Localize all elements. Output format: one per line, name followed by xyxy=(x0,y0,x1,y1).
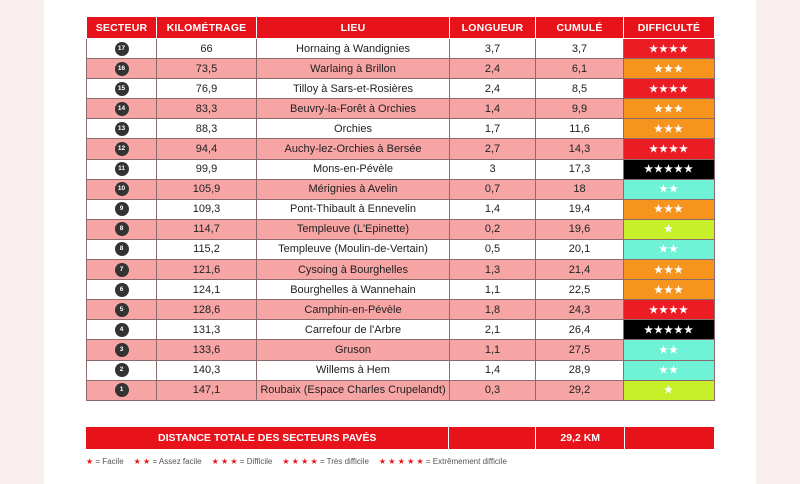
legend-item xyxy=(379,457,507,466)
lieu-cell: Templeuve (Moulin-de-Vertain) xyxy=(257,239,450,259)
lieu-cell: Bourghelles à Wannehain xyxy=(257,280,450,300)
table-row xyxy=(87,59,715,79)
longueur-cell: 0,2 xyxy=(450,219,536,239)
difficulty-cell xyxy=(624,39,715,59)
difficulty-cell xyxy=(624,320,715,340)
difficulty-stars: ★★★★ xyxy=(649,83,689,95)
sector-cell xyxy=(87,139,157,159)
sector-cell xyxy=(87,320,157,340)
sector-number-badge: 6 xyxy=(115,283,129,297)
sector-cell xyxy=(87,159,157,179)
total-end-cell xyxy=(625,427,714,449)
kilometrage-cell: 140,3 xyxy=(157,360,257,380)
lieu-cell: Mérignies à Avelin xyxy=(257,179,450,199)
sector-number-badge: 10 xyxy=(115,182,129,196)
legend-label: = Facile xyxy=(95,457,124,466)
cumule-cell: 27,5 xyxy=(536,340,624,360)
table-header-row xyxy=(87,17,715,39)
difficulty-cell xyxy=(624,380,715,400)
sector-number-badge: 9 xyxy=(115,202,129,216)
longueur-cell: 1,4 xyxy=(450,199,536,219)
difficulty-cell xyxy=(624,360,715,380)
kilometrage-cell: 121,6 xyxy=(157,260,257,280)
kilometrage-cell: 66 xyxy=(157,39,257,59)
cobbled-sectors-table xyxy=(86,16,715,401)
lieu-cell: Roubaix (Espace Charles Crupelandt) xyxy=(257,380,450,400)
difficulty-cell xyxy=(624,340,715,360)
sector-cell xyxy=(87,260,157,280)
difficulty-stars: ★★★ xyxy=(654,284,684,296)
legend-label: = Difficile xyxy=(239,457,273,466)
cumule-cell: 18 xyxy=(536,179,624,199)
header-longueur: LONGUEUR xyxy=(450,17,536,39)
sector-number-badge: 7 xyxy=(115,263,129,277)
table-row xyxy=(87,159,715,179)
difficulty-cell xyxy=(624,199,715,219)
difficulty-stars: ★ xyxy=(664,385,674,397)
cumule-cell: 28,9 xyxy=(536,360,624,380)
difficulty-stars: ★★★ xyxy=(654,63,684,75)
difficulty-cell xyxy=(624,99,715,119)
longueur-cell: 3,7 xyxy=(450,39,536,59)
difficulty-stars: ★★★ xyxy=(654,103,684,115)
cumule-cell: 29,2 xyxy=(536,380,624,400)
difficulty-cell xyxy=(624,139,715,159)
kilometrage-cell: 133,6 xyxy=(157,340,257,360)
table-row xyxy=(87,119,715,139)
total-blank-cell xyxy=(449,427,536,449)
sector-number-badge: 15 xyxy=(115,82,129,96)
kilometrage-cell: 94,4 xyxy=(157,139,257,159)
difficulty-stars: ★★ xyxy=(659,184,679,196)
sector-number-badge: 11 xyxy=(115,162,129,176)
difficulty-stars: ★★★★ xyxy=(649,43,689,55)
table-row xyxy=(87,320,715,340)
page-margin-right xyxy=(756,0,800,484)
lieu-cell: Camphin-en-Pévèle xyxy=(257,300,450,320)
difficulty-cell xyxy=(624,260,715,280)
sector-cell xyxy=(87,280,157,300)
longueur-cell: 1,3 xyxy=(450,260,536,280)
cumule-cell: 19,4 xyxy=(536,199,624,219)
header-lieu: LIEU xyxy=(257,17,450,39)
difficulty-stars: ★★ xyxy=(659,344,679,356)
table-row xyxy=(87,179,715,199)
difficulty-stars: ★★ xyxy=(659,365,679,377)
difficulty-cell xyxy=(624,79,715,99)
lieu-cell: Orchies xyxy=(257,119,450,139)
cumule-cell: 26,4 xyxy=(536,320,624,340)
difficulty-cell xyxy=(624,219,715,239)
cumule-cell: 3,7 xyxy=(536,39,624,59)
difficulty-stars: ★ xyxy=(664,224,674,236)
kilometrage-cell: 114,7 xyxy=(157,219,257,239)
longueur-cell: 2,1 xyxy=(450,320,536,340)
lieu-cell: Gruson xyxy=(257,340,450,360)
longueur-cell: 1,8 xyxy=(450,300,536,320)
kilometrage-cell: 76,9 xyxy=(157,79,257,99)
lieu-cell: Pont-Thibault à Ennevelin xyxy=(257,199,450,219)
cumule-cell: 14,3 xyxy=(536,139,624,159)
cumule-cell: 19,6 xyxy=(536,219,624,239)
lieu-cell: Templeuve (L'Epinette) xyxy=(257,219,450,239)
sector-cell xyxy=(87,59,157,79)
total-row xyxy=(86,427,714,449)
cumule-cell: 21,4 xyxy=(536,260,624,280)
legend-label: = Assez facile xyxy=(152,457,202,466)
sector-cell xyxy=(87,340,157,360)
cumule-cell: 11,6 xyxy=(536,119,624,139)
total-value: 29,2 KM xyxy=(536,427,625,449)
legend-stars: ★ ★ ★ ★ ★ xyxy=(378,457,424,466)
difficulty-stars: ★★ xyxy=(659,244,679,256)
kilometrage-cell: 128,6 xyxy=(157,300,257,320)
table-row xyxy=(87,99,715,119)
table-row xyxy=(87,139,715,159)
legend-stars: ★ ★ ★ xyxy=(211,457,238,466)
table-body xyxy=(87,39,715,401)
sector-number-badge: 14 xyxy=(115,102,129,116)
lieu-cell: Cysoing à Bourghelles xyxy=(257,260,450,280)
legend-stars: ★ ★ ★ ★ xyxy=(282,457,318,466)
lieu-cell: Mons-en-Pévèle xyxy=(257,159,450,179)
sector-cell xyxy=(87,39,157,59)
page-margin-left xyxy=(0,0,44,484)
kilometrage-cell: 124,1 xyxy=(157,280,257,300)
cumule-cell: 8,5 xyxy=(536,79,624,99)
difficulty-cell xyxy=(624,239,715,259)
total-label: DISTANCE TOTALE DES SECTEURS PAVÉS xyxy=(86,427,449,449)
header-cumule: CUMULÉ xyxy=(536,17,624,39)
legend-item xyxy=(282,457,369,466)
difficulty-cell xyxy=(624,119,715,139)
sector-cell xyxy=(87,360,157,380)
cumule-cell: 22,5 xyxy=(536,280,624,300)
kilometrage-cell: 109,3 xyxy=(157,199,257,219)
table-row xyxy=(87,380,715,400)
sector-number-badge: 13 xyxy=(115,122,129,136)
table-row xyxy=(87,79,715,99)
legend-stars: ★ xyxy=(86,457,94,466)
kilometrage-cell: 115,2 xyxy=(157,239,257,259)
sector-cell xyxy=(87,179,157,199)
legend-item xyxy=(86,457,124,466)
header-secteur: SECTEUR xyxy=(87,17,157,39)
table-row xyxy=(87,199,715,219)
longueur-cell: 1,4 xyxy=(450,99,536,119)
lieu-cell: Auchy-lez-Orchies à Bersée xyxy=(257,139,450,159)
longueur-cell: 2,4 xyxy=(450,59,536,79)
difficulty-cell xyxy=(624,280,715,300)
kilometrage-cell: 73,5 xyxy=(157,59,257,79)
sector-number-badge: 3 xyxy=(115,343,129,357)
sector-number-badge: 4 xyxy=(115,323,129,337)
difficulty-stars: ★★★ xyxy=(654,123,684,135)
table-row xyxy=(87,260,715,280)
difficulty-cell xyxy=(624,179,715,199)
cumule-cell: 9,9 xyxy=(536,99,624,119)
kilometrage-cell: 147,1 xyxy=(157,380,257,400)
sector-number-badge: 1 xyxy=(115,383,129,397)
lieu-cell: Warlaing à Brillon xyxy=(257,59,450,79)
cumule-cell: 20,1 xyxy=(536,239,624,259)
difficulty-stars: ★★★★★ xyxy=(644,324,694,336)
table-row xyxy=(87,219,715,239)
cumule-cell: 6,1 xyxy=(536,59,624,79)
legend-item xyxy=(212,457,273,466)
longueur-cell: 1,7 xyxy=(450,119,536,139)
kilometrage-cell: 131,3 xyxy=(157,320,257,340)
sector-cell xyxy=(87,300,157,320)
lieu-cell: Tilloy à Sars-et-Rosières xyxy=(257,79,450,99)
table-row xyxy=(87,239,715,259)
cumule-cell: 17,3 xyxy=(536,159,624,179)
document-sheet xyxy=(44,0,756,484)
difficulty-stars: ★★★★ xyxy=(649,304,689,316)
lieu-cell: Carrefour de l'Arbre xyxy=(257,320,450,340)
legend-label: = Extrêmement difficile xyxy=(425,457,507,466)
legend-item xyxy=(134,457,202,466)
longueur-cell: 1,4 xyxy=(450,360,536,380)
difficulty-stars: ★★★ xyxy=(654,204,684,216)
kilometrage-cell: 105,9 xyxy=(157,179,257,199)
difficulty-cell xyxy=(624,59,715,79)
legend-label: = Très difficile xyxy=(319,457,369,466)
kilometrage-cell: 88,3 xyxy=(157,119,257,139)
table-row xyxy=(87,280,715,300)
longueur-cell: 1,1 xyxy=(450,340,536,360)
longueur-cell: 2,4 xyxy=(450,79,536,99)
sector-cell xyxy=(87,99,157,119)
difficulty-stars: ★★★ xyxy=(654,264,684,276)
difficulty-cell xyxy=(624,300,715,320)
sector-number-badge: 5 xyxy=(115,303,129,317)
legend-stars: ★ ★ xyxy=(133,457,151,466)
sector-cell xyxy=(87,219,157,239)
sector-number-badge: 8 xyxy=(115,222,129,236)
longueur-cell: 2,7 xyxy=(450,139,536,159)
sector-number-badge: 17 xyxy=(115,42,129,56)
difficulty-legend xyxy=(86,457,714,467)
cumule-cell: 24,3 xyxy=(536,300,624,320)
sector-cell xyxy=(87,239,157,259)
table-row xyxy=(87,300,715,320)
table-row xyxy=(87,39,715,59)
table-row xyxy=(87,360,715,380)
kilometrage-cell: 99,9 xyxy=(157,159,257,179)
kilometrage-cell: 83,3 xyxy=(157,99,257,119)
sector-cell xyxy=(87,79,157,99)
difficulty-cell xyxy=(624,159,715,179)
sector-number-badge: 12 xyxy=(115,142,129,156)
lieu-cell: Beuvry-la-Forêt à Orchies xyxy=(257,99,450,119)
difficulty-stars: ★★★★★ xyxy=(644,164,694,176)
lieu-cell: Willems à Hem xyxy=(257,360,450,380)
sector-number-badge: 16 xyxy=(115,62,129,76)
difficulty-stars: ★★★★ xyxy=(649,144,689,156)
longueur-cell: 0,7 xyxy=(450,179,536,199)
sector-cell xyxy=(87,380,157,400)
longueur-cell: 0,5 xyxy=(450,239,536,259)
header-kilometrage: KILOMÉTRAGE xyxy=(157,17,257,39)
sector-cell xyxy=(87,119,157,139)
longueur-cell: 1,1 xyxy=(450,280,536,300)
longueur-cell: 0,3 xyxy=(450,380,536,400)
header-difficulte: DIFFICULTÉ xyxy=(624,17,715,39)
sector-number-badge: 8 xyxy=(115,242,129,256)
sector-cell xyxy=(87,199,157,219)
table-row xyxy=(87,340,715,360)
longueur-cell: 3 xyxy=(450,159,536,179)
sector-number-badge: 2 xyxy=(115,363,129,377)
lieu-cell: Hornaing à Wandignies xyxy=(257,39,450,59)
